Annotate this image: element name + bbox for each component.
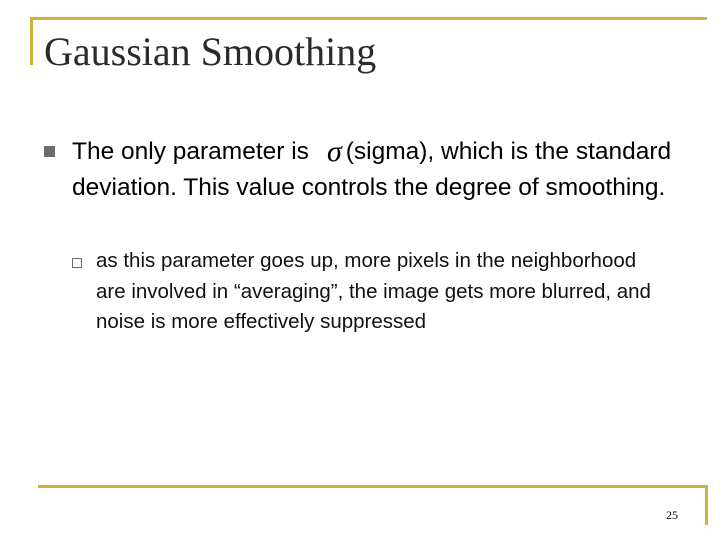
bottom-rule bbox=[38, 485, 708, 488]
bottom-rule-right-drop bbox=[705, 485, 708, 525]
page-number: 25 bbox=[666, 508, 678, 522]
sigma-symbol: σ bbox=[326, 135, 342, 168]
square-bullet-icon bbox=[44, 146, 55, 157]
bullet-text bbox=[72, 134, 702, 206]
bullet-text-start: The only parameter is bbox=[72, 138, 309, 165]
top-rule-left-drop bbox=[30, 17, 33, 65]
sub-bullet-text: as this parameter goes up, more pixels in the neighborhood are involved in “averaging”, the image gets more blurred, and noise is more effectively suppressed bbox=[96, 249, 651, 333]
top-rule bbox=[30, 17, 707, 20]
slide-title: Gaussian Smoothing bbox=[44, 29, 377, 74]
bullet-text-end: (sigma), which is the standard deviation. This value controls the degree of smoothing. bbox=[72, 138, 672, 201]
hollow-square-bullet-icon bbox=[72, 258, 82, 268]
